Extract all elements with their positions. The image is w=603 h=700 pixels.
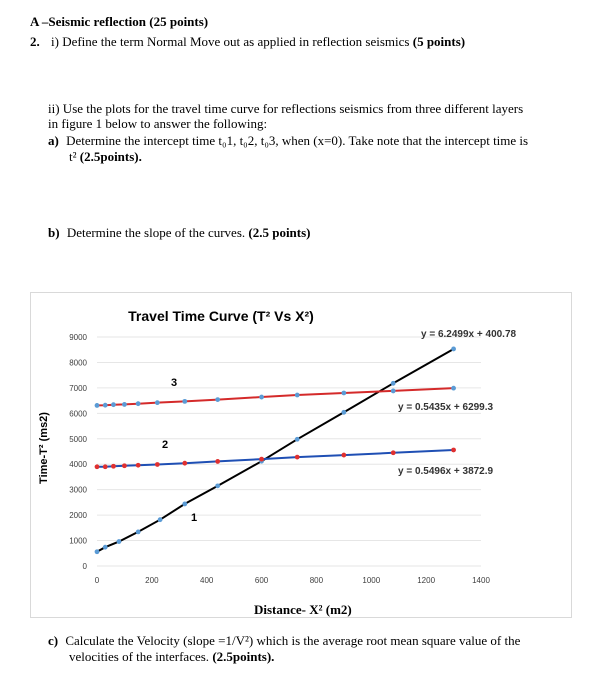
series-1-point (103, 545, 108, 550)
part-b-text: Determine the slope of the curves. (66, 225, 249, 240)
series-3-point (451, 386, 456, 391)
x-tick-label-600: 600 (254, 576, 269, 585)
y-tick-label-7000: 7000 (69, 383, 87, 393)
travel-time-chart (30, 292, 572, 618)
part-a-points: (2.5points). (76, 149, 142, 164)
x-tick-label-1400: 1400 (472, 576, 490, 585)
series-3-point (341, 391, 346, 396)
series-2-point (341, 453, 346, 458)
y-tick-label-4000: 4000 (69, 460, 87, 470)
series-2-point (451, 448, 456, 453)
section-title-text: Seismic reflection (25 points) (48, 14, 209, 29)
trendline-equation-2: y = 0.5496x + 3872.9 (398, 466, 494, 477)
series-1-point (117, 539, 122, 544)
x-tick-label-800: 800 (309, 576, 324, 585)
series-2-point (155, 462, 160, 467)
section-title (30, 14, 208, 29)
y-tick-label-0: 0 (82, 562, 87, 571)
series-3-point (155, 400, 160, 405)
y-tick-label-1000: 1000 (69, 536, 87, 546)
series-3-point (391, 389, 396, 394)
series-1-point (158, 517, 163, 522)
series-1-point (391, 381, 396, 386)
part-a-t-squared: t² (69, 149, 77, 164)
question-i-points: (5 points) (412, 34, 466, 49)
y-tick-label-5000: 5000 (69, 434, 87, 444)
part-c-text: Calculate the Velocity (slope =1/V²) which is the average root mean square value of the (65, 633, 521, 648)
series-2-point (259, 457, 264, 462)
series-1-point (295, 437, 300, 442)
part-a-label: a) (48, 133, 59, 148)
trendline-equation-1: y = 6.2499x + 400.78 (421, 329, 517, 340)
question-i-text: i) Define the term Normal Move out as applied in reflection seismics (51, 34, 413, 49)
y-tick-label-2000: 2000 (69, 511, 87, 521)
series-3-point (295, 393, 300, 398)
y-tick-label-3000: 3000 (69, 485, 87, 495)
section-title-prefix: A – (30, 14, 49, 29)
series-3-point (95, 403, 100, 408)
series-3-point (259, 395, 264, 400)
series-1-point (341, 410, 346, 415)
series-2-point (215, 459, 220, 464)
part-c-points: (2.5points). (212, 649, 275, 664)
series-label-3: 3 (170, 377, 178, 389)
part-c-line-1 (48, 633, 520, 648)
series-3-point (103, 403, 108, 408)
part-b-points: (2.5 points) (248, 225, 311, 240)
y-tick-label-9000: 9000 (69, 333, 87, 342)
part-b (48, 225, 311, 240)
part-c-label: c) (48, 633, 59, 648)
series-3-point (215, 397, 220, 402)
part-ii-line-2: in figure 1 below to answer the following: (48, 116, 268, 131)
part-a-text: Determine the intercept time t₀1, t₀2, t₀3, when (x=0). Take note that the intercept time is (66, 133, 529, 148)
series-3-point (182, 399, 187, 404)
series-3-point (111, 402, 116, 407)
series-2-point (103, 464, 108, 469)
series-1-point (95, 549, 100, 554)
series-2-point (182, 461, 187, 466)
series-1-line (97, 349, 454, 552)
y-axis-label: Time-T² (ms2) (38, 412, 50, 484)
series-1-point (451, 347, 456, 352)
part-a-line-1 (48, 133, 528, 148)
x-tick-label-0: 0 (94, 576, 100, 585)
question-number: 2. (30, 34, 40, 49)
series-label-1: 1 (190, 512, 198, 524)
trendline-equation-3: y = 0.5435x + 6299.3 (398, 402, 494, 413)
chart-canvas (31, 293, 571, 617)
series-label-2: 2 (161, 439, 169, 451)
part-ii-line-1: ii) Use the plots for the travel time curve for reflections seismics from three different layers (48, 101, 524, 116)
part-a-line-2 (69, 149, 142, 164)
series-2-point (295, 455, 300, 460)
series-1-point (136, 530, 141, 535)
series-2-point (122, 463, 127, 468)
x-tick-label-1200: 1200 (417, 576, 436, 585)
question-2-part-i (30, 34, 465, 49)
x-tick-label-200: 200 (145, 576, 159, 585)
series-2-point (136, 463, 141, 468)
series-2-point (391, 450, 396, 455)
x-tick-label-1000: 1000 (362, 576, 381, 585)
part-b-label: b) (48, 225, 60, 240)
series-2-point (95, 464, 100, 469)
series-1-point (215, 483, 220, 488)
series-2-point (111, 464, 116, 469)
x-axis-label: Distance- X² (m2) (254, 602, 352, 617)
series-3-point (136, 401, 141, 406)
y-tick-label-8000: 8000 (69, 358, 87, 368)
series-1-point (182, 502, 187, 507)
series-3-point (122, 402, 127, 407)
y-tick-label-6000: 6000 (69, 409, 87, 419)
chart-title: Travel Time Curve (T² Vs X²) (128, 308, 314, 324)
x-tick-label-400: 400 (200, 576, 214, 585)
part-c-line-2 (69, 649, 274, 664)
part-c-text-2: velocities of the interfaces. (69, 649, 213, 664)
